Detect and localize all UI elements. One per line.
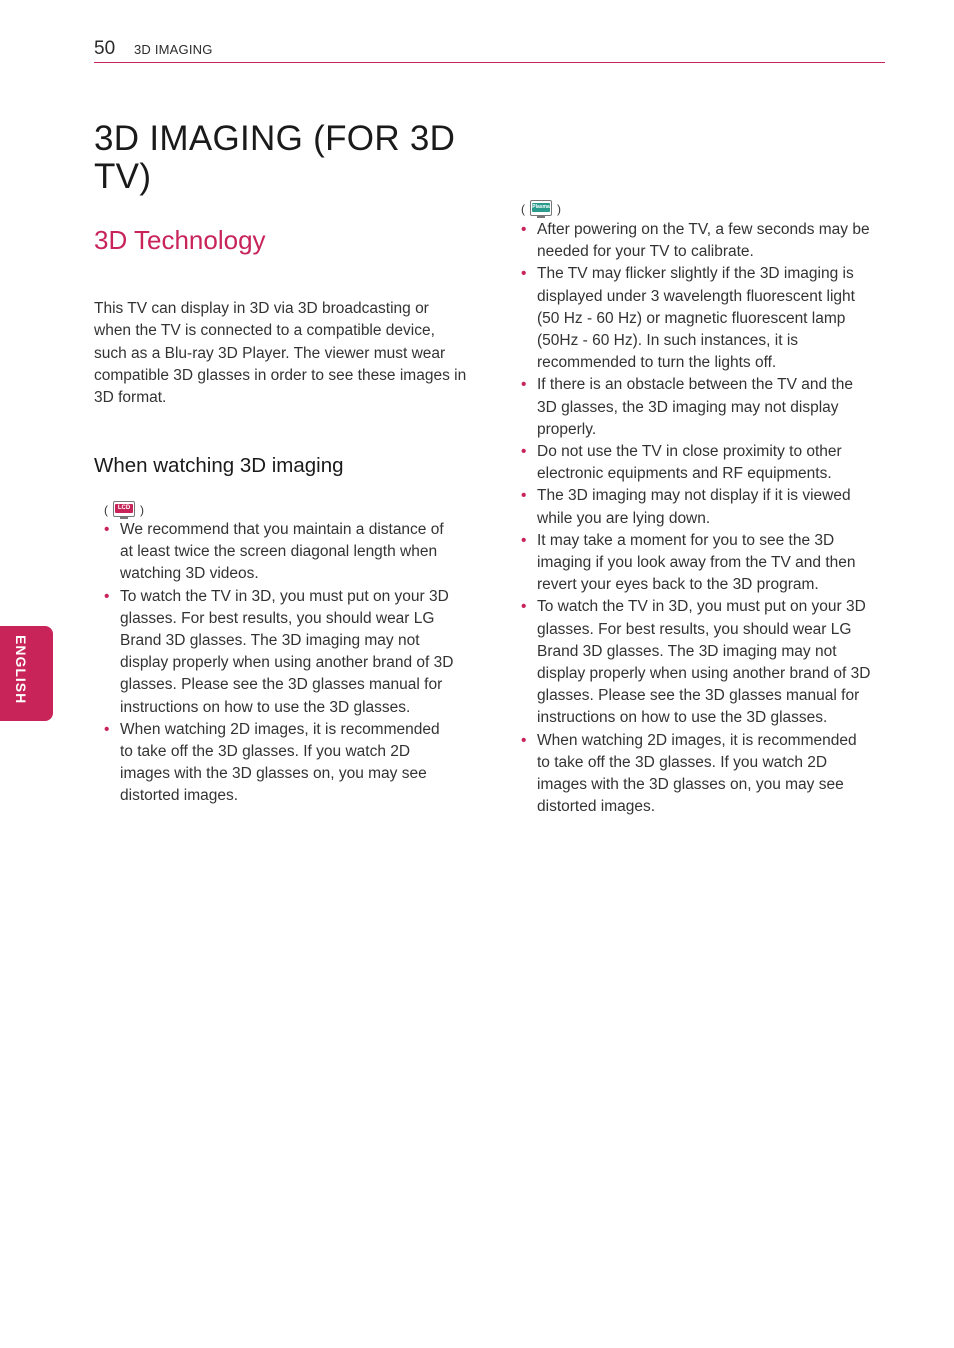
bullet-dot-icon: • bbox=[104, 587, 110, 605]
list-item bbox=[521, 730, 873, 819]
badge-open-paren: ( bbox=[104, 503, 108, 517]
list-item-text: When watching 2D images, it is recommended to take off the 3D glasses. If you watch 2D images with the 3D glasses on, you may see distorted images. bbox=[120, 720, 440, 805]
plasma-tv-icon bbox=[530, 199, 552, 219]
list-item bbox=[104, 586, 456, 719]
bullet-dot-icon: • bbox=[521, 376, 527, 394]
language-tab-label: ENGLISH bbox=[13, 635, 29, 705]
list-item-text: If there is an obstacle between the TV and the 3D glasses, the 3D imaging may not display properly. bbox=[537, 376, 853, 438]
page-number: 50 bbox=[94, 38, 116, 59]
bullet-dot-icon: • bbox=[521, 221, 527, 238]
bullet-dot-icon: • bbox=[104, 720, 110, 738]
lcd-badge bbox=[104, 500, 144, 520]
section-label: 3D IMAGING bbox=[134, 42, 213, 57]
list-item bbox=[104, 519, 456, 586]
plasma-badge bbox=[521, 199, 561, 219]
badge-close-paren: ) bbox=[557, 202, 561, 216]
list-item-text: The TV may flicker slightly if the 3D imaging is displayed under 3 wavelength fluorescent light (50 Hz - 60 Hz) or magnetic fluorescent lamp (50Hz - 60 Hz). In such instances, it is recommended to turn the lights off. bbox=[537, 265, 855, 372]
list-item-text: When watching 2D images, it is recommended to take off the 3D glasses. If you watch 2D images with the 3D glasses on, you may see distorted images. bbox=[537, 731, 857, 816]
list-item-text: We recommend that you maintain a distance of at least twice the screen diagonal length when watching 3D videos. bbox=[120, 521, 444, 583]
list-item bbox=[521, 441, 873, 485]
bullet-dot-icon: • bbox=[521, 598, 527, 616]
list-item bbox=[104, 719, 456, 808]
lcd-bullet-list bbox=[104, 519, 456, 808]
bullet-dot-icon: • bbox=[521, 531, 527, 549]
bullet-dot-icon: • bbox=[521, 487, 527, 505]
list-item-text: The 3D imaging may not display if it is viewed while you are lying down. bbox=[537, 487, 851, 527]
lcd-tag-label: LCD bbox=[115, 504, 133, 513]
list-item bbox=[521, 263, 873, 374]
badge-open-paren: ( bbox=[521, 202, 525, 216]
page-title: 3D IMAGING (FOR 3D TV) bbox=[94, 119, 456, 196]
list-item bbox=[521, 530, 873, 597]
badge-close-paren: ) bbox=[140, 503, 144, 517]
list-item bbox=[521, 374, 873, 441]
page-header bbox=[94, 38, 885, 63]
list-item-text: After powering on the TV, a few seconds may be needed for your TV to calibrate. bbox=[537, 221, 870, 261]
bullet-dot-icon: • bbox=[521, 443, 527, 461]
section-subtitle: 3D Technology bbox=[94, 225, 266, 255]
list-item bbox=[521, 219, 873, 263]
plasma-tag-label: Plasma bbox=[532, 204, 550, 210]
intro-paragraph: This TV can display in 3D via 3D broadcasting or when the TV is connected to a compatible device, such as a Blu-ray 3D Player. The viewer must wear compatible 3D glasses in order to see these images in 3D format. bbox=[94, 300, 467, 407]
list-item-text: Do not use the TV in close proximity to other electronic equipments and RF equipments. bbox=[537, 443, 842, 483]
watching-heading: When watching 3D imaging bbox=[94, 454, 344, 477]
bullet-dot-icon: • bbox=[521, 731, 527, 749]
plasma-bullet-list bbox=[521, 219, 873, 818]
bullet-dot-icon: • bbox=[104, 521, 110, 538]
bullet-dot-icon: • bbox=[521, 265, 527, 283]
list-item-text: To watch the TV in 3D, you must put on your 3D glasses. For best results, you should wear LG Brand 3D glasses. The 3D imaging may not display properly when using another brand of 3D glasses. Please see the 3D glasses manual for instructions on how to use the 3D glasses. bbox=[537, 598, 871, 727]
list-item bbox=[521, 596, 873, 729]
lcd-tv-icon bbox=[113, 500, 135, 520]
list-item-text: It may take a moment for you to see the 3D imaging if you look away from the TV and then revert your eyes back to the 3D program. bbox=[537, 531, 856, 594]
list-item bbox=[521, 485, 873, 529]
language-tab bbox=[0, 626, 53, 721]
list-item-text: To watch the TV in 3D, you must put on your 3D glasses. For best results, you should wear LG Brand 3D glasses. The 3D imaging may not display properly when using another brand of 3D glasses. Please see the 3D glasses manual for instructions on how to use the 3D glasses. bbox=[120, 587, 454, 716]
